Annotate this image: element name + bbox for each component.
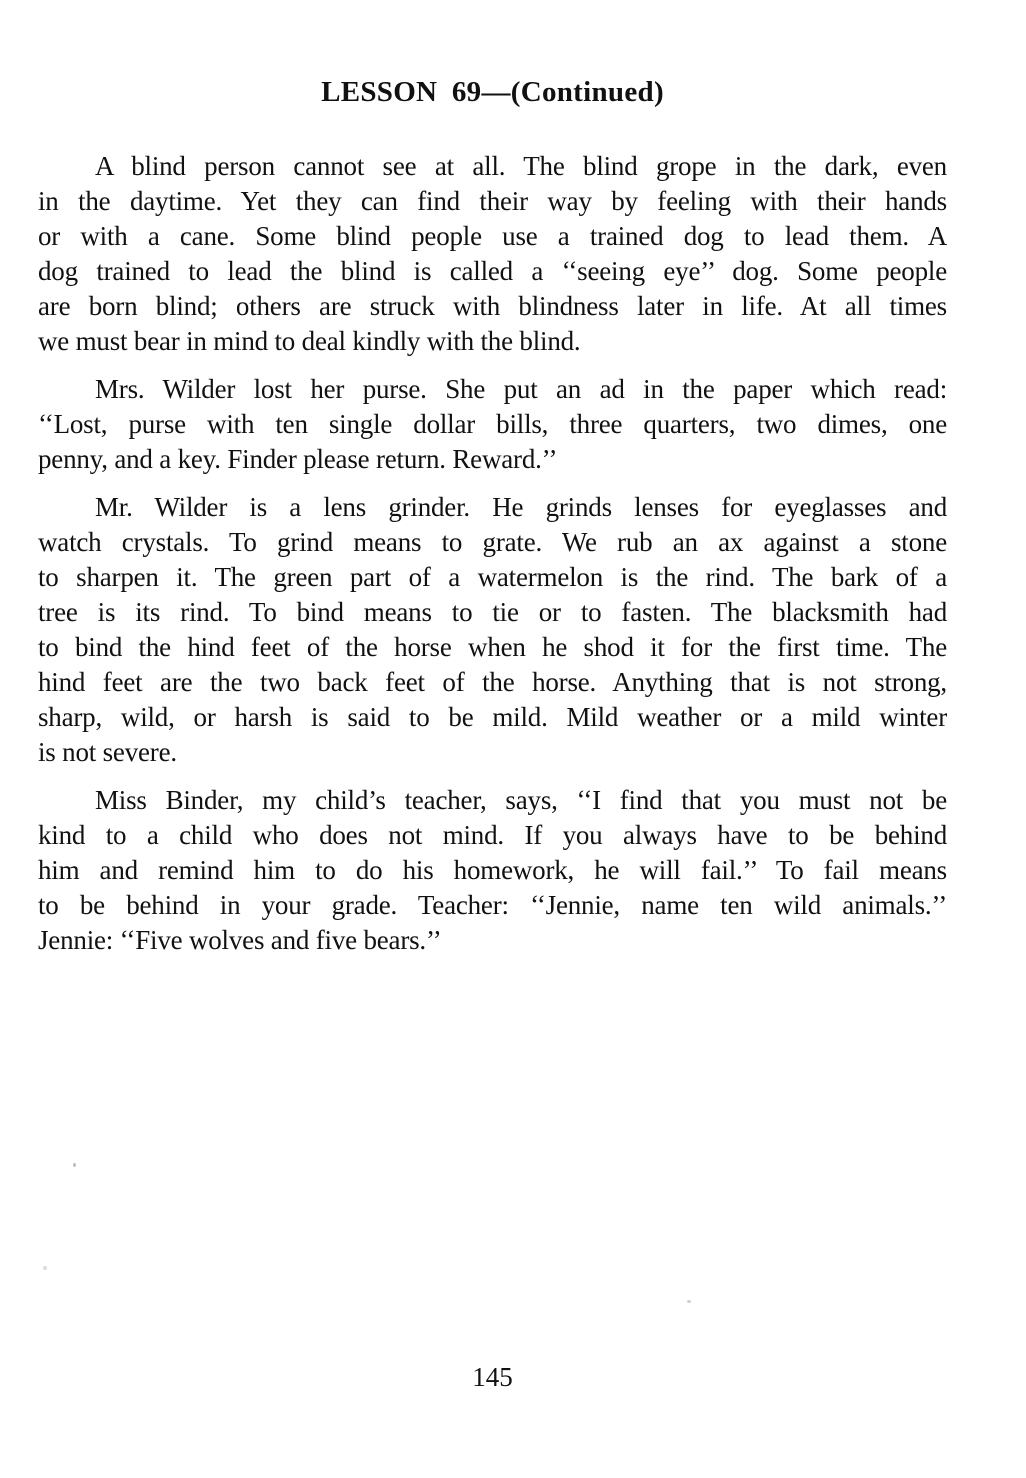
lesson-title: LESSON 69—(Continued)	[321, 76, 664, 108]
paragraph	[38, 490, 947, 770]
text-line: Mr. Wilder is a lens grinder. He grinds lenses for eyeglasses and	[95, 492, 947, 522]
text-line: Mrs. Wilder lost her purse. She put an ad in the paper which read:	[95, 374, 947, 404]
text-line: to bind the hind feet of the horse when he shod it for the first time. The	[38, 632, 947, 662]
text-line: Miss Binder, my child’s teacher, says, ‘‘I find that you must not be	[95, 785, 947, 815]
text-line: we must bear in mind to deal kindly with the blind.	[38, 326, 581, 356]
text-line: to sharpen it. The green part of a watermelon is the rind. The bark of a	[38, 562, 947, 592]
text-line: tree is its rind. To bind means to tie or to fasten. The blacksmith had	[38, 597, 947, 627]
paragraph	[38, 149, 947, 359]
text-line: Jennie: ‘‘Five wolves and five bears.’’	[38, 925, 442, 955]
text-line: penny, and a key. Finder please return. Reward.’’	[38, 444, 558, 474]
scan-speck	[73, 1163, 76, 1167]
text-line: him and remind him to do his homework, he will fail.’’ To fail means	[38, 855, 947, 885]
text-line: is not severe.	[38, 737, 177, 767]
scan-speck	[43, 1266, 47, 1270]
text-line: are born blind; others are struck with blindness later in life. At all times	[38, 291, 947, 321]
text-line: dog trained to lead the blind is called a ‘‘seeing eye’’ dog. Some people	[38, 256, 947, 286]
text-line: watch crystals. To grind means to grate. We rub an ax against a stone	[38, 527, 947, 557]
paragraph	[38, 372, 947, 477]
text-line: ‘‘Lost, purse with ten single dollar bills, three quarters, two dimes, one	[38, 409, 947, 439]
text-line: to be behind in your grade. Teacher: ‘‘Jennie, name ten wild animals.’’	[38, 890, 947, 920]
paragraph	[38, 783, 947, 958]
page-number: 145	[472, 1362, 513, 1392]
text-line: hind feet are the two back feet of the horse. Anything that is not strong,	[38, 667, 947, 697]
scan-speck	[687, 1300, 691, 1303]
text-line: or with a cane. Some blind people use a trained dog to lead them. A	[38, 221, 947, 251]
text-line: sharp, wild, or harsh is said to be mild. Mild weather or a mild winter	[38, 702, 947, 732]
text-line: in the daytime. Yet they can find their way by feeling with their hands	[38, 186, 947, 216]
text-line: A blind person cannot see at all. The blind grope in the dark, even	[95, 151, 947, 181]
lesson-body	[38, 149, 947, 971]
text-line: kind to a child who does not mind. If you always have to be behind	[38, 820, 947, 850]
